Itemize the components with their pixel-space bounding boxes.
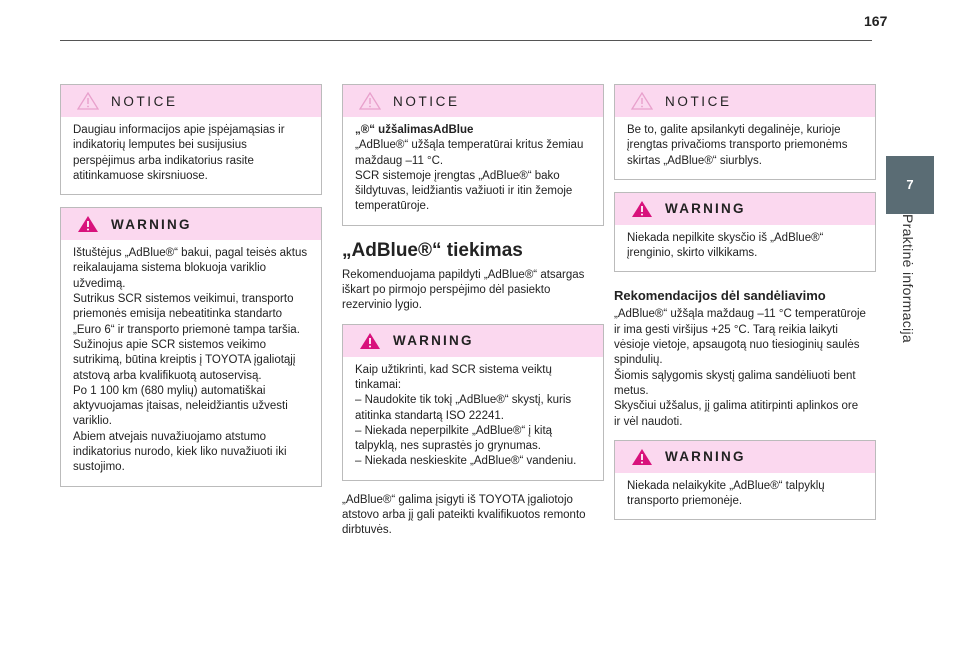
text-line: Po 1 100 km (680 mylių) automatiškai [73,384,266,397]
storage-paragraph [614,307,876,429]
text-line: transporto priemonėje. [627,495,743,508]
text-line: indikatorius nurodo, kiek liko nuvažiuoti iki [73,446,287,459]
text-line: skirtas „AdBlue®“ siurblys. [627,154,763,167]
text-line: reikalaujama sistema blokuoja variklio [73,262,267,275]
intro-paragraph [342,268,604,314]
text-line: atstovo arba jį gali pateikti kvalifikuotos remonto [342,509,586,522]
text-line: spindulių. [614,354,663,367]
warning-icon [77,215,99,233]
warning-body [343,357,603,480]
text-line: SCR sistemoje įrengtas „AdBlue®“ bako [355,169,560,182]
text-line: maždaug –11 °C. [355,154,444,167]
text-line: įrenginio, skirto vilkikams. [627,247,758,260]
text-line: Sutrikus SCR sistemos veikimui, transporto [73,293,294,306]
warning-header [61,208,321,240]
text-line: „AdBlue®“ galima įsigyti iš TOYOTA įgaliotojo [342,493,573,506]
column-2 [342,84,604,539]
text-line: Kaip užtikrinti, kad SCR sistema veiktų [355,363,552,376]
column-1 [60,84,322,499]
notice-body [343,117,603,225]
warning-box [342,324,604,481]
text-line: „AdBlue®“ užšąla maždaug –11 °C temperatūroje [614,308,866,321]
text-line: Be to, galite apsilankyti degalinėje, kurioje [627,124,841,136]
text-line: Abiem atvejais nuvažiuojamo atstumo [73,430,267,443]
text-line: ir vėl naudoti. [614,415,683,428]
text-line: iškart po pirmojo perspėjimo dėl pasiekto [342,284,551,297]
text-line: Ištuštėjus „AdBlue®“ bakui, pagal teisės aktus [73,247,308,260]
text-line: sustojimo. [73,461,125,474]
text-line: metus. [614,384,649,397]
column-3 [614,84,876,532]
notice-body [615,117,875,179]
warning-title: WARNING [665,449,746,465]
warning-title: WARNING [111,216,192,232]
text-line: talpyklą, nes suprastės jo grynumas. [355,440,542,453]
text-line: priemonės emisija nebeatitinka standarto [73,308,283,321]
notice-header [615,85,875,117]
warning-icon [631,448,653,466]
text-line: dirbtuvės. [342,524,392,537]
notice-header [61,85,321,117]
notice-title: NOTICE [665,93,732,109]
text-line: „AdBlue®“ užšąla temperatūrai kritus žemiau [355,139,584,152]
warning-header [615,441,875,473]
text-line: „®“ užšalimasAdBlue [355,124,474,136]
notice-title: NOTICE [393,93,460,109]
warning-box [614,440,876,521]
warning-icon [631,200,653,218]
text-line: variklio. [73,415,112,428]
text-line: tinkamai: [355,378,402,391]
text-line: užvedimą. [73,277,126,290]
text-line: perspėjimus arba indikatorius rasite [73,154,254,167]
notice-box [60,84,322,195]
header-rule [60,40,872,41]
chapter-title: Praktinė informacija [900,214,916,343]
warning-header [615,193,875,225]
section-heading: „AdBlue®“ tiekimas [342,239,523,261]
notice-icon [77,92,99,110]
notice-icon [631,92,653,110]
warning-body [615,473,875,520]
page-number: 167 [864,13,888,29]
text-line: įrengtas privačioms transporto priemonėms [627,139,848,152]
text-line: atstovą arba kvalifikuotą autoservisą. [73,369,262,382]
text-line: rezervinio lygio. [342,299,422,312]
notice-body [61,117,321,194]
text-line: sutrikimą, būtina kreiptis į TOYOTA įgaliotąjį [73,354,296,367]
warning-header [343,325,603,357]
warning-title: WARNING [665,201,746,217]
text-line: atitinka standartą ISO 22241. [355,409,504,422]
text-line: – Naudokite tik tokį „AdBlue®“ skystį, kuris [355,394,572,407]
warning-title: WARNING [393,333,474,349]
text-line: ir ima gesti viršijus +25 °C. Tarą reikia laikyti [614,323,838,336]
text-line: indikatorių lemputes bei susijusius [73,139,247,152]
text-line: „Euro 6“ ir transporto priemonė tampa taršia. [73,323,300,336]
text-line: temperatūroje. [355,200,430,213]
text-line: Šiomis sąlygomis skystį galima sandėliuoti bent [614,369,856,382]
text-line: – Niekada neperpilkite „AdBlue®“ į kitą [355,424,553,437]
notice-box [614,84,876,180]
text-line: šildytuvas, leidžiantis važiuoti ir itin žemoje [355,185,573,198]
text-line: – Niekada neskieskite „AdBlue®“ vandeniu. [355,455,577,468]
warning-box [614,192,876,273]
text-line: aktyvuojamas įtaisas, neleidžiantis užvesti [73,400,288,413]
text-line: Sužinojus apie SCR sistemos veikimo [73,338,267,351]
subsection-heading: Rekomendacijos dėl sandėliavimo [614,288,826,304]
text-line: Skysčiui užšalus, jį galima atitirpinti aplinkos ore [614,400,859,413]
warning-icon [359,332,381,350]
text-line: Rekomenduojama papildyti „AdBlue®“ atsargas [342,268,585,281]
text-line: Daugiau informacijos apie įspėjamąsias ir [73,124,285,136]
text-line: vėsioje vietoje, apsaugotą nuo tiesioginių saulės [614,339,860,352]
warning-body [61,240,321,485]
warning-box [60,207,322,486]
text-line: atitinkamuose skirsniuose. [73,169,208,182]
warning-body [615,225,875,272]
notice-header [343,85,603,117]
text-line: Niekada nepilkite skysčio iš „AdBlue®“ [627,231,824,244]
text-line: Niekada nelaikykite „AdBlue®“ talpyklų [627,479,825,492]
notice-box [342,84,604,226]
notice-icon [359,92,381,110]
outro-paragraph [342,493,604,539]
notice-title: NOTICE [111,93,178,109]
chapter-tab: 7 [886,156,934,214]
